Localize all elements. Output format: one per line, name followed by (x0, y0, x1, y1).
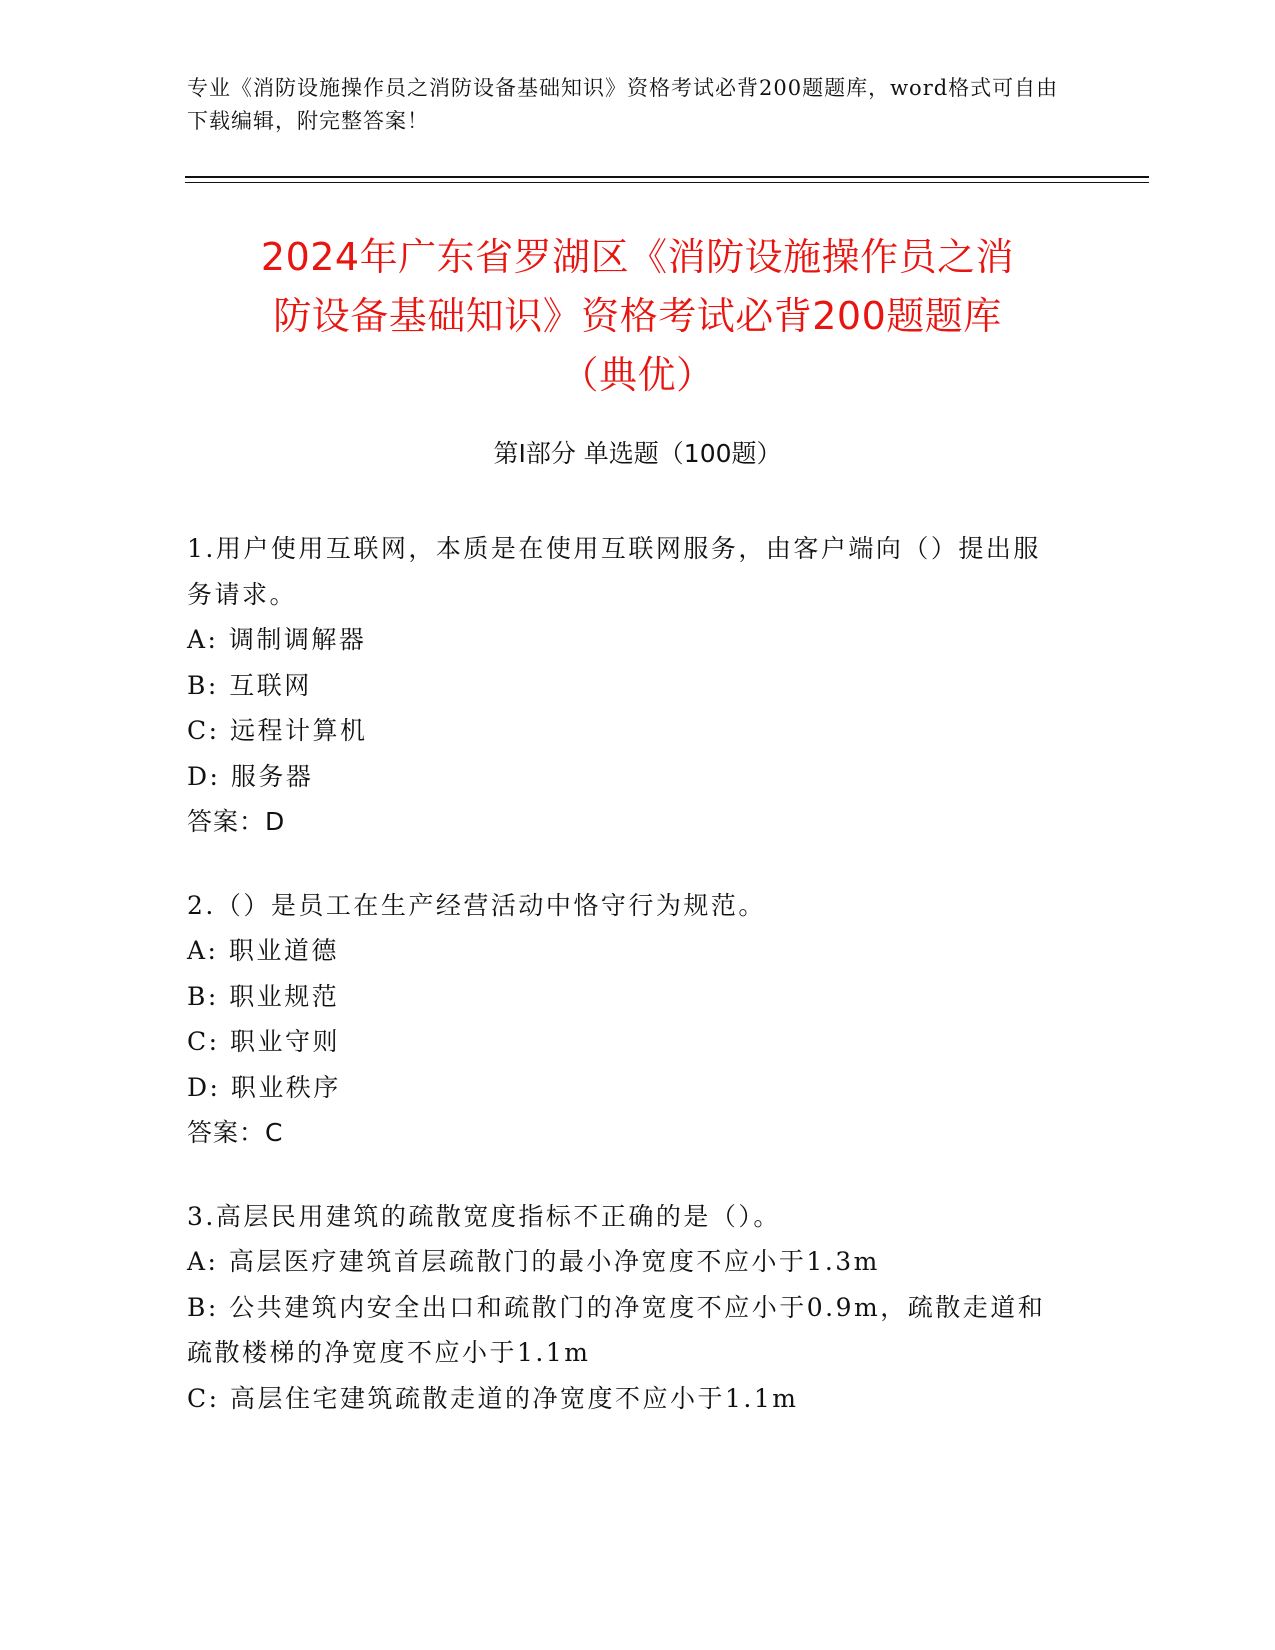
option-b: B: 互联网 (187, 670, 312, 700)
option-c: C: 远程计算机 (187, 716, 368, 745)
header-note: 专业《消防设施操作员之消防设备基础知识》资格考试必背200题题库，word格式可自由下载编辑，附完整答案！ (187, 76, 1059, 133)
question-stem: 2.（）是员工在生产经营活动中恪守行为规范。 (187, 890, 766, 920)
document-title (150, 228, 1125, 405)
answer: 答案：D (187, 807, 286, 836)
question-item (187, 526, 1087, 845)
document-title-line-2: 防设备基础知识》资格考试必背200题题库 (273, 294, 1002, 338)
option-b: B: 职业规范 (187, 981, 340, 1011)
question-list (187, 526, 1087, 1459)
header-divider-thick (185, 176, 1149, 178)
question-stem: 3.高层民用建筑的疏散宽度指标不正确的是（）。 (187, 1201, 781, 1231)
document-title-line-3: （典优） (560, 353, 715, 397)
option-a: A: 调制调解器 (187, 625, 367, 654)
question-stem: 1.用户使用互联网，本质是在使用互联网服务，由客户端向（）提出服务请求。 (187, 534, 1041, 609)
option-a: A: 职业道德 (187, 936, 339, 965)
option-c: C: 职业守则 (187, 1027, 340, 1056)
header-divider-thin (185, 182, 1149, 183)
option-c: C: 高层住宅建筑疏散走道的净宽度不应小于1.1m (187, 1383, 799, 1413)
option-b: B: 公共建筑内安全出口和疏散门的净宽度不应小于0.9m，疏散走道和疏散楼梯的净宽度不应小于1.1m (187, 1292, 1046, 1367)
answer: 答案：C (187, 1118, 284, 1147)
section-title: 第Ⅰ部分 单选题（100题） (493, 439, 782, 468)
document-title-line-1: 2024年广东省罗湖区《消防设施操作员之消 (260, 235, 1015, 279)
question-item (187, 1194, 1087, 1422)
option-a: A: 高层医疗建筑首层疏散门的最小净宽度不应小于1.3m (187, 1247, 880, 1276)
option-d: D: 职业秩序 (187, 1072, 341, 1102)
option-d: D: 服务器 (187, 761, 314, 791)
question-item (187, 883, 1087, 1156)
